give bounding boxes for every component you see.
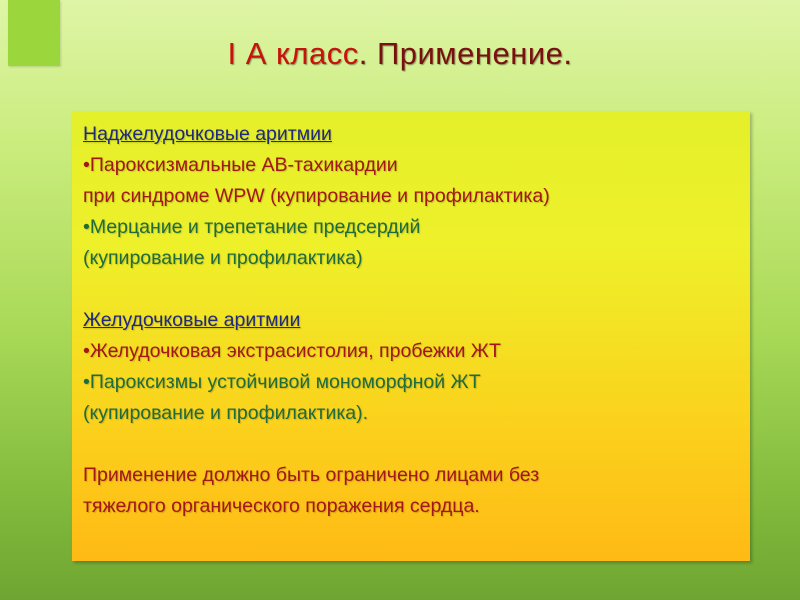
bullet-wpw-continuation: при синдроме WPW (купирование и профилактика) [83,185,550,207]
bullet-ventricular-extrasystole: •Желудочковая экстрасистолия, пробежки ЖТ [83,340,501,362]
bullet-paroxysmal-av-tachycardia: •Пароксизмальные АВ-тахикардии [83,154,398,176]
bullet-atrial-fibrillation: •Мерцание и трепетание предсердий [83,216,421,238]
restriction-note-line1: Применение должно быть ограничено лицами без [83,464,540,486]
title-application-label: . Применение. [358,36,573,71]
supraventricular-heading: Наджелудочковые аритмии [83,123,332,145]
content-text [83,119,743,522]
restriction-note-line2: тяжелого органического поражения сердца. [83,495,480,517]
content-panel [72,111,750,561]
slide-title [0,36,800,72]
spacer [83,429,743,460]
title-class-label: I А класс [227,36,359,71]
bullet-monomorphic-vt: •Пароксизмы устойчивой мономорфной ЖТ [83,371,481,393]
bullet-atrial-fibrillation-continuation: (купирование и профилактика) [83,247,363,269]
spacer [83,274,743,305]
ventricular-heading: Желудочковые аритмии [83,309,301,331]
bullet-monomorphic-vt-continuation: (купирование и профилактика). [83,402,369,424]
